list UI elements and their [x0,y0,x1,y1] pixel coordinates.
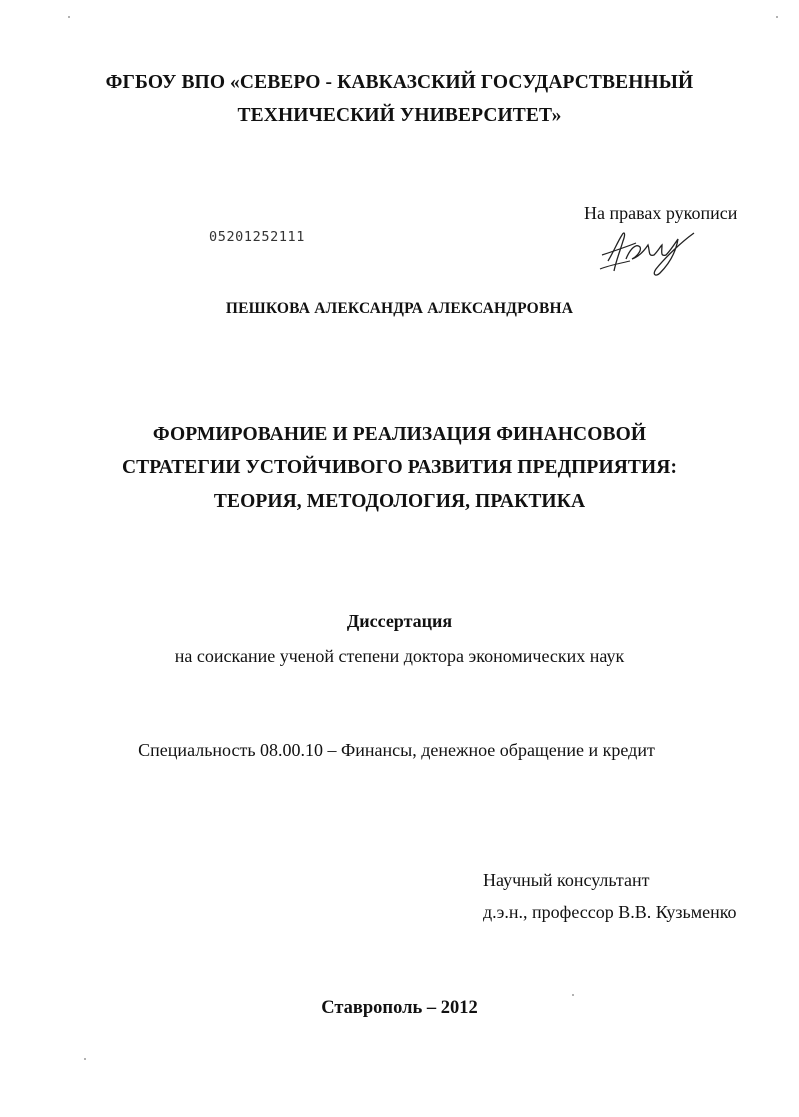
title-line-1: ФОРМИРОВАНИЕ И РЕАЛИЗАЦИЯ ФИНАНСОВОЙ [152,424,647,445]
consultant-label: Научный консультант [483,870,650,890]
scan-speck [776,16,778,18]
dissertation-purpose: на соискание ученой степени доктора экономических наук [174,646,625,666]
scan-speck [84,1058,86,1060]
university-name-line-1: ФГБОУ ВПО «СЕВЕРО - КАВКАЗСКИЙ ГОСУДАРСТВЕННЫЙ [105,72,694,93]
consultant-name: д.э.н., профессор В.В. Кузьменко [483,902,737,922]
specialty: Специальность 08.00.10 – Финансы, денежное обращение и кредит [138,740,655,760]
dissertation-type: Диссертация [346,611,453,631]
serial-number: 05201252111 [209,229,306,245]
city-year: Ставрополь – 2012 [321,998,478,1018]
author-name: ПЕШКОВА АЛЕКСАНДРА АЛЕКСАНДРОВНА [225,300,574,317]
title-line-3: ТЕОРИЯ, МЕТОДОЛОГИЯ, ПРАКТИКА [213,491,586,512]
manuscript-note: На правах рукописи [584,203,738,223]
title-line-2: СТРАТЕГИИ УСТОЙЧИВОГО РАЗВИТИЯ ПРЕДПРИЯТИЯ: [121,457,678,478]
scan-speck [68,16,70,18]
university-name-line-2: ТЕХНИЧЕСКИЙ УНИВЕРСИТЕТ» [237,105,562,126]
signature-image [596,221,706,279]
scan-speck [572,994,574,996]
